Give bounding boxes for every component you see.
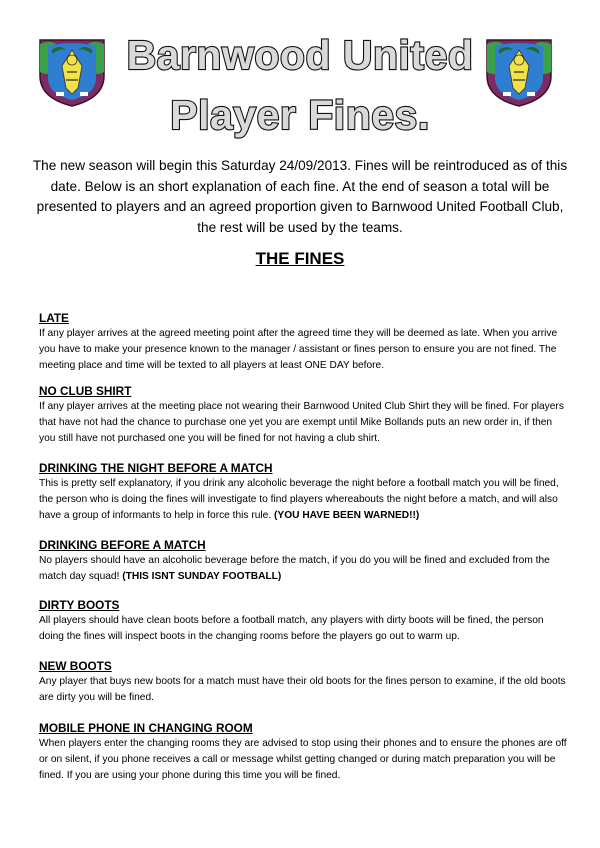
fine-heading: NO CLUB SHIRT: [39, 384, 132, 398]
title-line-1: Barnwood United: [126, 32, 474, 78]
fine-heading: LATE: [39, 311, 69, 325]
fine-body: No players should have an alcoholic beverage before the match, if you do you will be fined and excluded from the match day squad! (THIS ISNT SUNDAY FOOTBALL): [39, 555, 550, 582]
fine-heading: DIRTY BOOTS: [39, 598, 120, 612]
fine-section-new-boots: [39, 659, 569, 706]
fine-heading: NEW BOOTS: [39, 659, 112, 673]
fine-section-late: [39, 311, 569, 374]
club-crest-right: [483, 36, 555, 108]
title-line-2: Player Fines.: [170, 92, 430, 138]
fine-heading: DRINKING BEFORE A MATCH: [39, 538, 206, 552]
fine-heading: DRINKING THE NIGHT BEFORE A MATCH: [39, 461, 273, 475]
fine-section-no-club-shirt: [39, 384, 569, 447]
fine-body: If any player arrives at the agreed meeting point after the agreed time they will be deemed as late. When you arrive you have to make your presence known to the manager / assistant or fines person to ensure you are not fined. The meeting place and time will be texted to all players at least ONE DAY before.: [39, 328, 558, 371]
fine-section-drinking-before-match: [39, 538, 569, 585]
fine-body: This is pretty self explanatory, if you drink any alcoholic beverage the night before a football match you will be fined, the person who is doing the fines will investigate to find players whereabouts the night before a match, and will also have a group of informants to help in force this rule. (YOU HAVE BEEN WARNED!!): [39, 478, 559, 521]
club-crest-icon: [36, 36, 108, 108]
fines-heading-text: THE FINES: [255, 249, 345, 268]
club-crest-icon: [483, 36, 555, 108]
fine-section-mobile-phone: [39, 721, 569, 784]
fines-heading: [0, 249, 600, 269]
club-crest-left: [36, 36, 108, 108]
fine-body: When players enter the changing rooms they are advised to stop using their phones and to ensure the phones are off or on silent, if you phone receives a call or message whilst getting changed or during match preparation you will be fined. If you are using your phone during this time you will be fined.: [39, 738, 567, 781]
fine-body: If any player arrives at the meeting place not wearing their Barnwood United Club Shirt they will be fined. For players that have not had the chance to purchase one yet you are exempt until Mike Bollands puts an new order in, if then you still have not purchased one you will be fined for not having a club shirt.: [39, 401, 564, 444]
fine-heading: MOBILE PHONE IN CHANGING ROOM: [39, 721, 253, 735]
fine-body: Any player that buys new boots for a match must have their old boots for the fines person to examine, if the old boots are dirty you will be fined.: [39, 676, 566, 703]
intro-paragraph: The new season will begin this Saturday 24/09/2013. Fines will be reintroduced as of this date. Below is an short explanation of each fine. At the end of season a total will be presented to players and an agreed proportion given to Barnwood United Football Club, the rest will be used by the teams.: [32, 158, 568, 235]
fine-section-drinking-night-before: [39, 461, 569, 524]
fine-body: All players should have clean boots before a football match, any players with dirty boots will be fined, the person doing the fines will inspect boots in the changing rooms before the players go out to warm up.: [39, 615, 544, 642]
fine-section-dirty-boots: [39, 598, 569, 645]
